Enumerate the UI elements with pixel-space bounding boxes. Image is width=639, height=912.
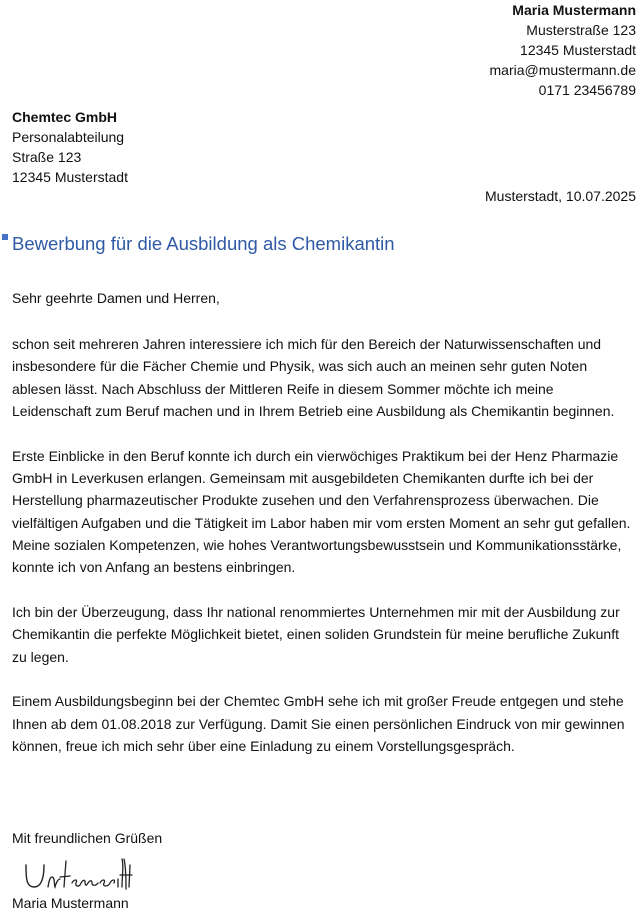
letter-body	[12, 333, 636, 780]
sender-street: Musterstraße 123	[526, 22, 636, 38]
sender-phone: 0171 23456789	[538, 82, 636, 98]
sender-city: 12345 Musterstadt	[520, 42, 636, 58]
salutation: Sehr geehrte Damen und Herren,	[12, 290, 220, 306]
letter-subject: Bewerbung für die Ausbildung als Chemikantin	[12, 233, 395, 254]
recipient-company: Chemtec GmbH	[12, 109, 118, 125]
body-paragraph: Erste Einblicke in den Beruf konnte ich durch ein vierwöchiges Praktikum bei der Henz Pharmazie GmbH in Leverkusen erlangen. Gemeinsam mit ausgebildeten Chemikanten durfte ich bei der Herstellung pharmazeutischer Produkte zusehen und den Verfahrensprozess überwachen. Die vielfältigen Aufgaben und die Tätigkeit im Labor haben mir vom ersten Moment an sehr gut gefallen. Meine sozialen Kompetenzen, wie hohes Verantwortungsbewusstsein und Kommunikationsstärke, konnte ich von Anfang an bestens einbringen.	[12, 447, 631, 576]
recipient-city: 12345 Musterstadt	[12, 169, 128, 185]
recipient-department: Personalabteilung	[12, 129, 125, 145]
sender-email: maria@mustermann.de	[489, 62, 636, 78]
handwritten-signature	[22, 853, 142, 897]
subject-marker	[2, 234, 8, 240]
letter-date: Musterstadt, 10.07.2025	[485, 188, 636, 204]
recipient-street: Straße 123	[12, 149, 82, 165]
body-paragraph: Ich bin der Überzeugung, dass Ihr national renommiertes Unternehmen mir mit der Ausbildung zur Chemikantin die perfekte Möglichkeit bietet, einen soliden Grundstein für meine berufliche Zukunft zu legen.	[12, 603, 620, 665]
sender-name: Maria Mustermann	[512, 2, 636, 18]
body-paragraph: Einem Ausbildungsbeginn bei der Chemtec GmbH sehe ich mit großer Freude entgegen und stehe Ihnen ab dem 01.08.2018 zur Verfügung. Damit Sie einen persönlichen Eindruck von mir gewinnen können, freue ich mich sehr über eine Einladung zu einem Vorstellungsgespräch.	[12, 693, 625, 754]
recipient-block	[12, 107, 128, 187]
body-paragraph: schon seit mehreren Jahren interessiere ich mich für den Bereich der Naturwissenschaften und insbesondere für die Fächer Chemie und Physik, was sich auch an meinen sehr guten Noten ablesen lässt. Nach Abschluss der Mittleren Reife in diesem Sommer möchte ich meine Leidenschaft zum Beruf machen und in Ihrem Betrieb eine Ausbildung als Chemikantin beginnen.	[12, 336, 615, 419]
closing: Mit freundlichen Grüßen	[12, 830, 163, 846]
signer-name: Maria Mustermann	[12, 895, 129, 911]
sender-block	[490, 0, 637, 100]
